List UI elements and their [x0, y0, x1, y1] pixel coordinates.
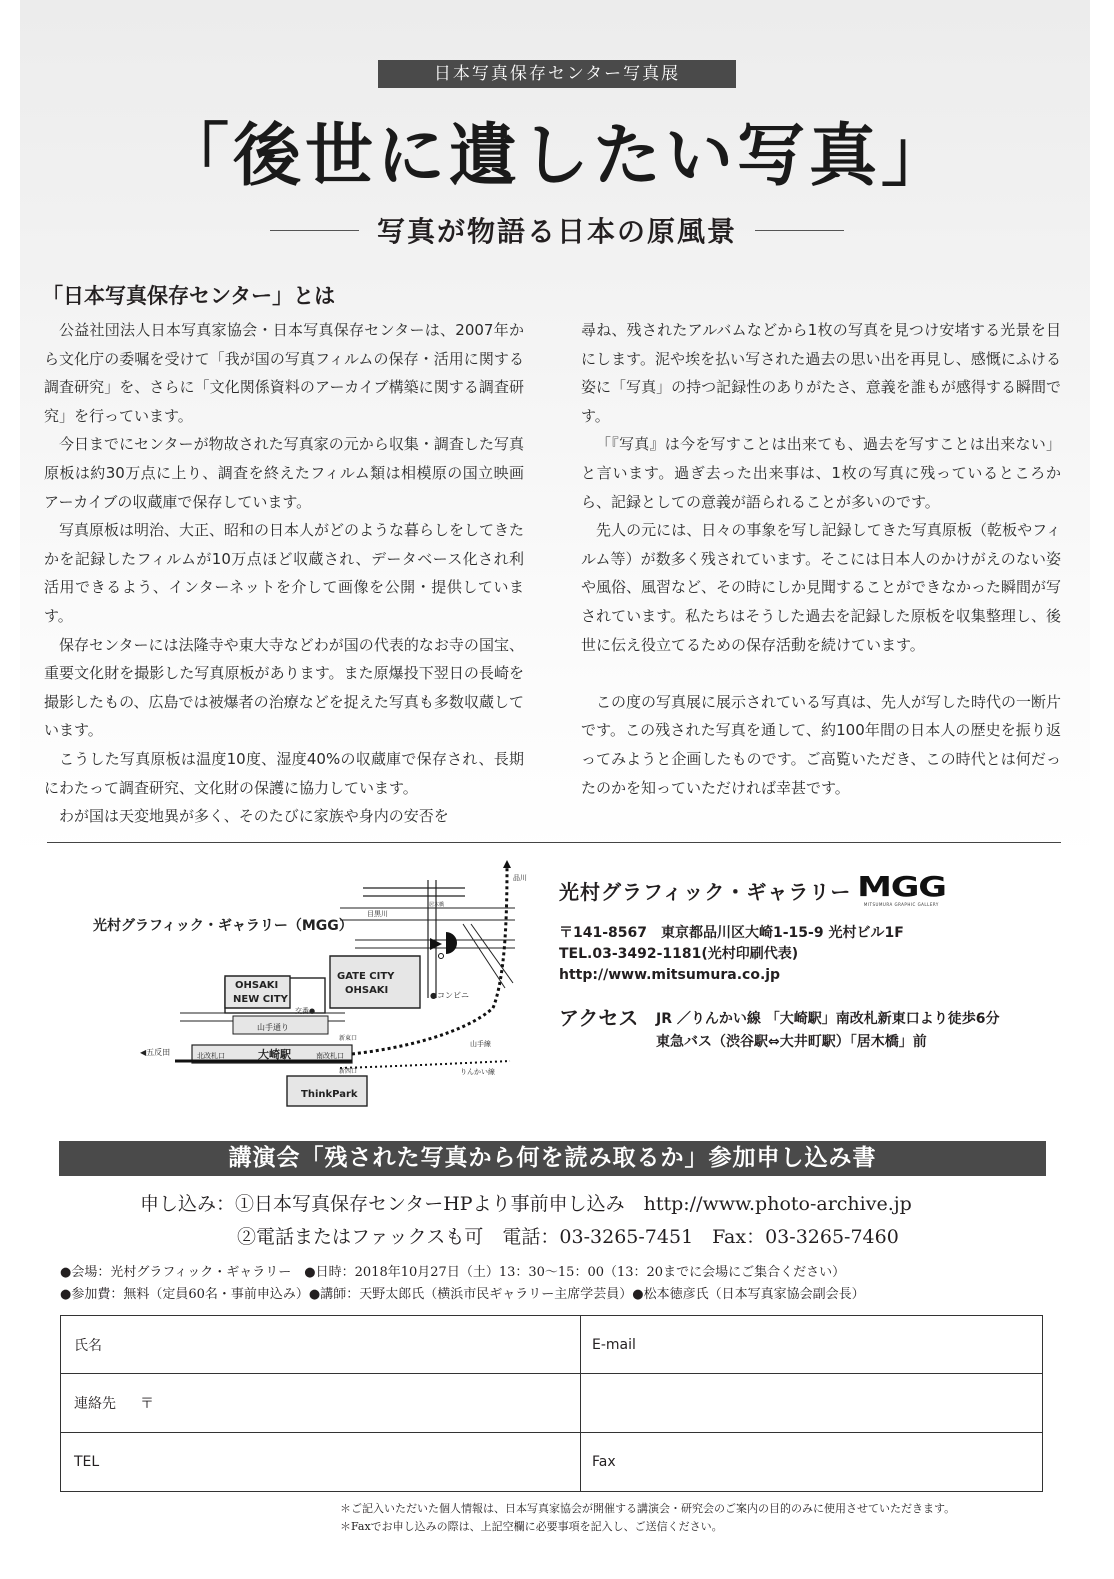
map-label-police-box: 交番●	[295, 1007, 316, 1015]
map-label-south-gate: 南改札口	[316, 1052, 344, 1060]
about-paragraph: 今日までにセンターが物故された写真家の元から収集・調査した写真原板は約30万点に上り、調査を終えたフィルム類は相模原の国立映画アーカイブの収蔵庫で保存しています。	[44, 435, 524, 511]
form-field-contact[interactable]	[61, 1374, 581, 1432]
exhibition-subtitle: 写真が物語る日本の原風景	[377, 215, 738, 248]
map-label-north-gate: 北改札口	[197, 1052, 225, 1060]
access-line: JR ／りんかい線 「大崎駅」南改札新東口より徒歩6分	[656, 1011, 1000, 1027]
mgg-marker-icon	[446, 932, 457, 954]
form-field-name[interactable]	[61, 1316, 581, 1374]
paragraph-gap	[581, 659, 1061, 688]
map-label-convenience: ●コンビニ	[430, 991, 469, 1000]
subtitle-rule-left	[270, 230, 359, 231]
section-divider	[47, 842, 1061, 843]
map-label-gate-city: GATE CITY	[337, 971, 395, 982]
event-details	[60, 1262, 865, 1306]
gallery-name-row	[559, 870, 1059, 907]
access-info	[559, 1006, 1059, 1054]
email-label: E-mail	[592, 1336, 636, 1353]
map-label-osaki-new-city: OHSAKI	[235, 980, 279, 991]
form-field-tel[interactable]	[61, 1433, 581, 1491]
about-paragraph: この度の写真展に展示されている写真は、先人が写した時代の一断片です。この残された写真を通して、約100年間の日本人の歴史を振り返ってみようと企画したものです。ご高覧いただき、この時代とは何だったのかを知っていただければ幸甚です。	[581, 692, 1062, 797]
form-field-contact-extra[interactable]	[581, 1374, 1042, 1432]
access-line: 東急バス（渋谷駅⇔大井町駅）「居木橋」前	[656, 1034, 927, 1050]
access-lines	[656, 1006, 999, 1054]
subtitle-rule-right	[755, 230, 844, 231]
privacy-notes	[340, 1500, 955, 1536]
postal-mark: 〒	[140, 1395, 154, 1412]
note-line: ＊Faxでお申し込みの際は、上記空欄に必要事項を記入し、ご送信ください。	[340, 1520, 723, 1533]
application-form	[60, 1315, 1043, 1492]
series-label: 日本写真保存センター写真展	[378, 60, 736, 88]
gallery-address	[559, 923, 1059, 986]
subtitle-row	[270, 210, 844, 250]
fax-label: Fax	[592, 1453, 616, 1470]
website-line[interactable]: http://www.mitsumura.co.jp	[559, 967, 781, 983]
map-label-bridge: 居木橋	[429, 902, 445, 908]
apply-line-web: 申し込み：①日本写真保存センターHPより事前申し込み http://www.photo-archive.jp	[140, 1193, 912, 1215]
exhibition-title: 「後世に遺したい写真」	[160, 116, 953, 196]
address-line: 〒141-8567 東京都品川区大崎1-15-9 光村ビル1F	[559, 925, 904, 941]
about-column-left	[44, 316, 524, 831]
about-paragraph: 公益社団法人日本写真家協会・日本写真保存センターは、2007年から文化庁の委嘱を受けて「我が国の写真フィルムの保存・活用に関する調査研究」を、さらに「文化関係資料のアーカイブ構築に関する調査研究」を行っています。	[44, 321, 524, 425]
mgg-logo-text: MGG	[857, 870, 946, 903]
map-label-meguro-river: 目黒川	[367, 910, 388, 918]
about-paragraph: わが国は天変地異が多く、そのたびに家族や身内の安否を	[59, 807, 449, 826]
map-label-osaki-station: 大崎駅	[258, 1048, 291, 1061]
bus-stop-icon	[439, 954, 444, 959]
map-label-yamanote-line: 山手線	[470, 1040, 491, 1048]
form-field-fax[interactable]	[581, 1433, 1042, 1491]
map-label-new-west-gate: 新西口	[339, 1068, 358, 1075]
note-line: ＊ご記入いただいた個人情報は、日本写真家協会が開催する講演会・研究会のご案内の目的のみに使用させていただきます。	[340, 1502, 956, 1515]
map-label-rinkai-line: りんかい線	[460, 1068, 495, 1076]
map-label-shinagawa: 品川	[513, 874, 527, 882]
about-paragraph: 写真原板は明治、大正、昭和の日本人がどのような暮らしをしてきたかを記録したフィルムが10万点ほど収蔵され、データベース化され利活用できるよう、インターネットを介して画像を公開・提供しています。	[44, 521, 525, 625]
about-paragraph: 先人の元には、日々の事象を写し記録してきた写真原板（乾板やフィルム等）が数多く残されています。そこには日本人のかけがえのない姿や風俗、風習など、その時にしか見聞することができなかった瞬間が写されています。私たちはそうした過去を記録した原板を収集整理し、後世に伝え役立てるための保存活動を続けています。	[581, 521, 1062, 654]
map-label-new-east-gate: 新東口	[339, 1035, 358, 1042]
event-detail-line: ●参加費：無料（定員60名・事前申込み）●講師：天野太郎氏（横浜市民ギャラリー主席学芸員）●松本徳彦氏（日本写真家協会副会長）	[60, 1287, 865, 1302]
about-paragraph: 保存センターには法隆寺や東大寺などわが国の代表的なお寺の国宝、重要文化財を撮影した写真原板があります。また原爆投下翌日の長崎を撮影したもの、広島では被爆者の治療などを捉えた写真も多数収蔵しています。	[44, 635, 524, 740]
about-paragraph: 「『写真』は今を写すことは出来ても、過去を写すことは出来ない」と言います。過ぎ去った出来事は、1枚の写真に残っているところから、記録としての意義が語られることが多いのです。	[581, 435, 1061, 511]
road-line	[471, 924, 513, 983]
about-paragraph: こうした写真原板は温度10度、湿度40%の収蔵庫で保存され、長期にわたって調査研究、文化財の保護に協力しています。	[44, 749, 524, 797]
map-label-thinkpark: ThinkPark	[301, 1089, 358, 1100]
event-detail-line: ●会場：光村グラフィック・ギャラリー ●日時：2018年10月27日（土）13：30〜15：00（13：20までに会場にご集合ください）	[60, 1265, 846, 1280]
map-label-gate-city: OHSAKI	[345, 985, 389, 996]
map-label-yamate-dori: 山手通り	[257, 1023, 289, 1032]
mgg-logo-subtext: MITSUMURA GRAPHIC GALLERY	[863, 902, 939, 907]
contact-label: 連絡先	[74, 1395, 116, 1412]
map-title: 光村グラフィック・ギャラリー（MGG）	[93, 918, 353, 934]
map-label-gotanda: ◀五反田	[140, 1048, 171, 1057]
name-label: 氏名	[74, 1337, 102, 1354]
gallery-name: 光村グラフィック・ギャラリー	[559, 880, 852, 904]
phone-line: TEL.03-3492-1181(光村印刷代表)	[559, 946, 799, 962]
road-line	[463, 924, 505, 988]
gate-city-block	[330, 956, 420, 1008]
about-paragraph: 尋ね、残されたアルバムなどから1枚の写真を見つけ安堵する光景を目にします。泥や埃を払い写された過去の思い出を再見し、感慨にふける姿に「写真」の持つ記録性のありがたさ、意義を誰もが感得する瞬間です。	[581, 321, 1061, 425]
about-heading: 「日本写真保存センター」とは	[42, 284, 336, 308]
about-column-right	[581, 316, 1061, 802]
apply-line-phone: ②電話またはファックスも可 電話：03-3265-7451 Fax：03-3265-7460	[237, 1226, 899, 1248]
rinkai-rail	[340, 1061, 510, 1068]
application-instructions	[140, 1188, 912, 1254]
form-field-email[interactable]	[581, 1316, 1042, 1374]
application-banner: 講演会「残された写真から何を読み取るか」参加申し込み書	[59, 1141, 1046, 1176]
tel-label: TEL	[74, 1453, 100, 1470]
north-arrow-icon	[503, 860, 511, 868]
access-map	[85, 858, 525, 1118]
gallery-info	[559, 870, 1059, 1054]
access-label: アクセス	[559, 1006, 639, 1030]
map-label-osaki-new-city: NEW CITY	[233, 994, 288, 1005]
mgg-logo	[857, 870, 946, 907]
